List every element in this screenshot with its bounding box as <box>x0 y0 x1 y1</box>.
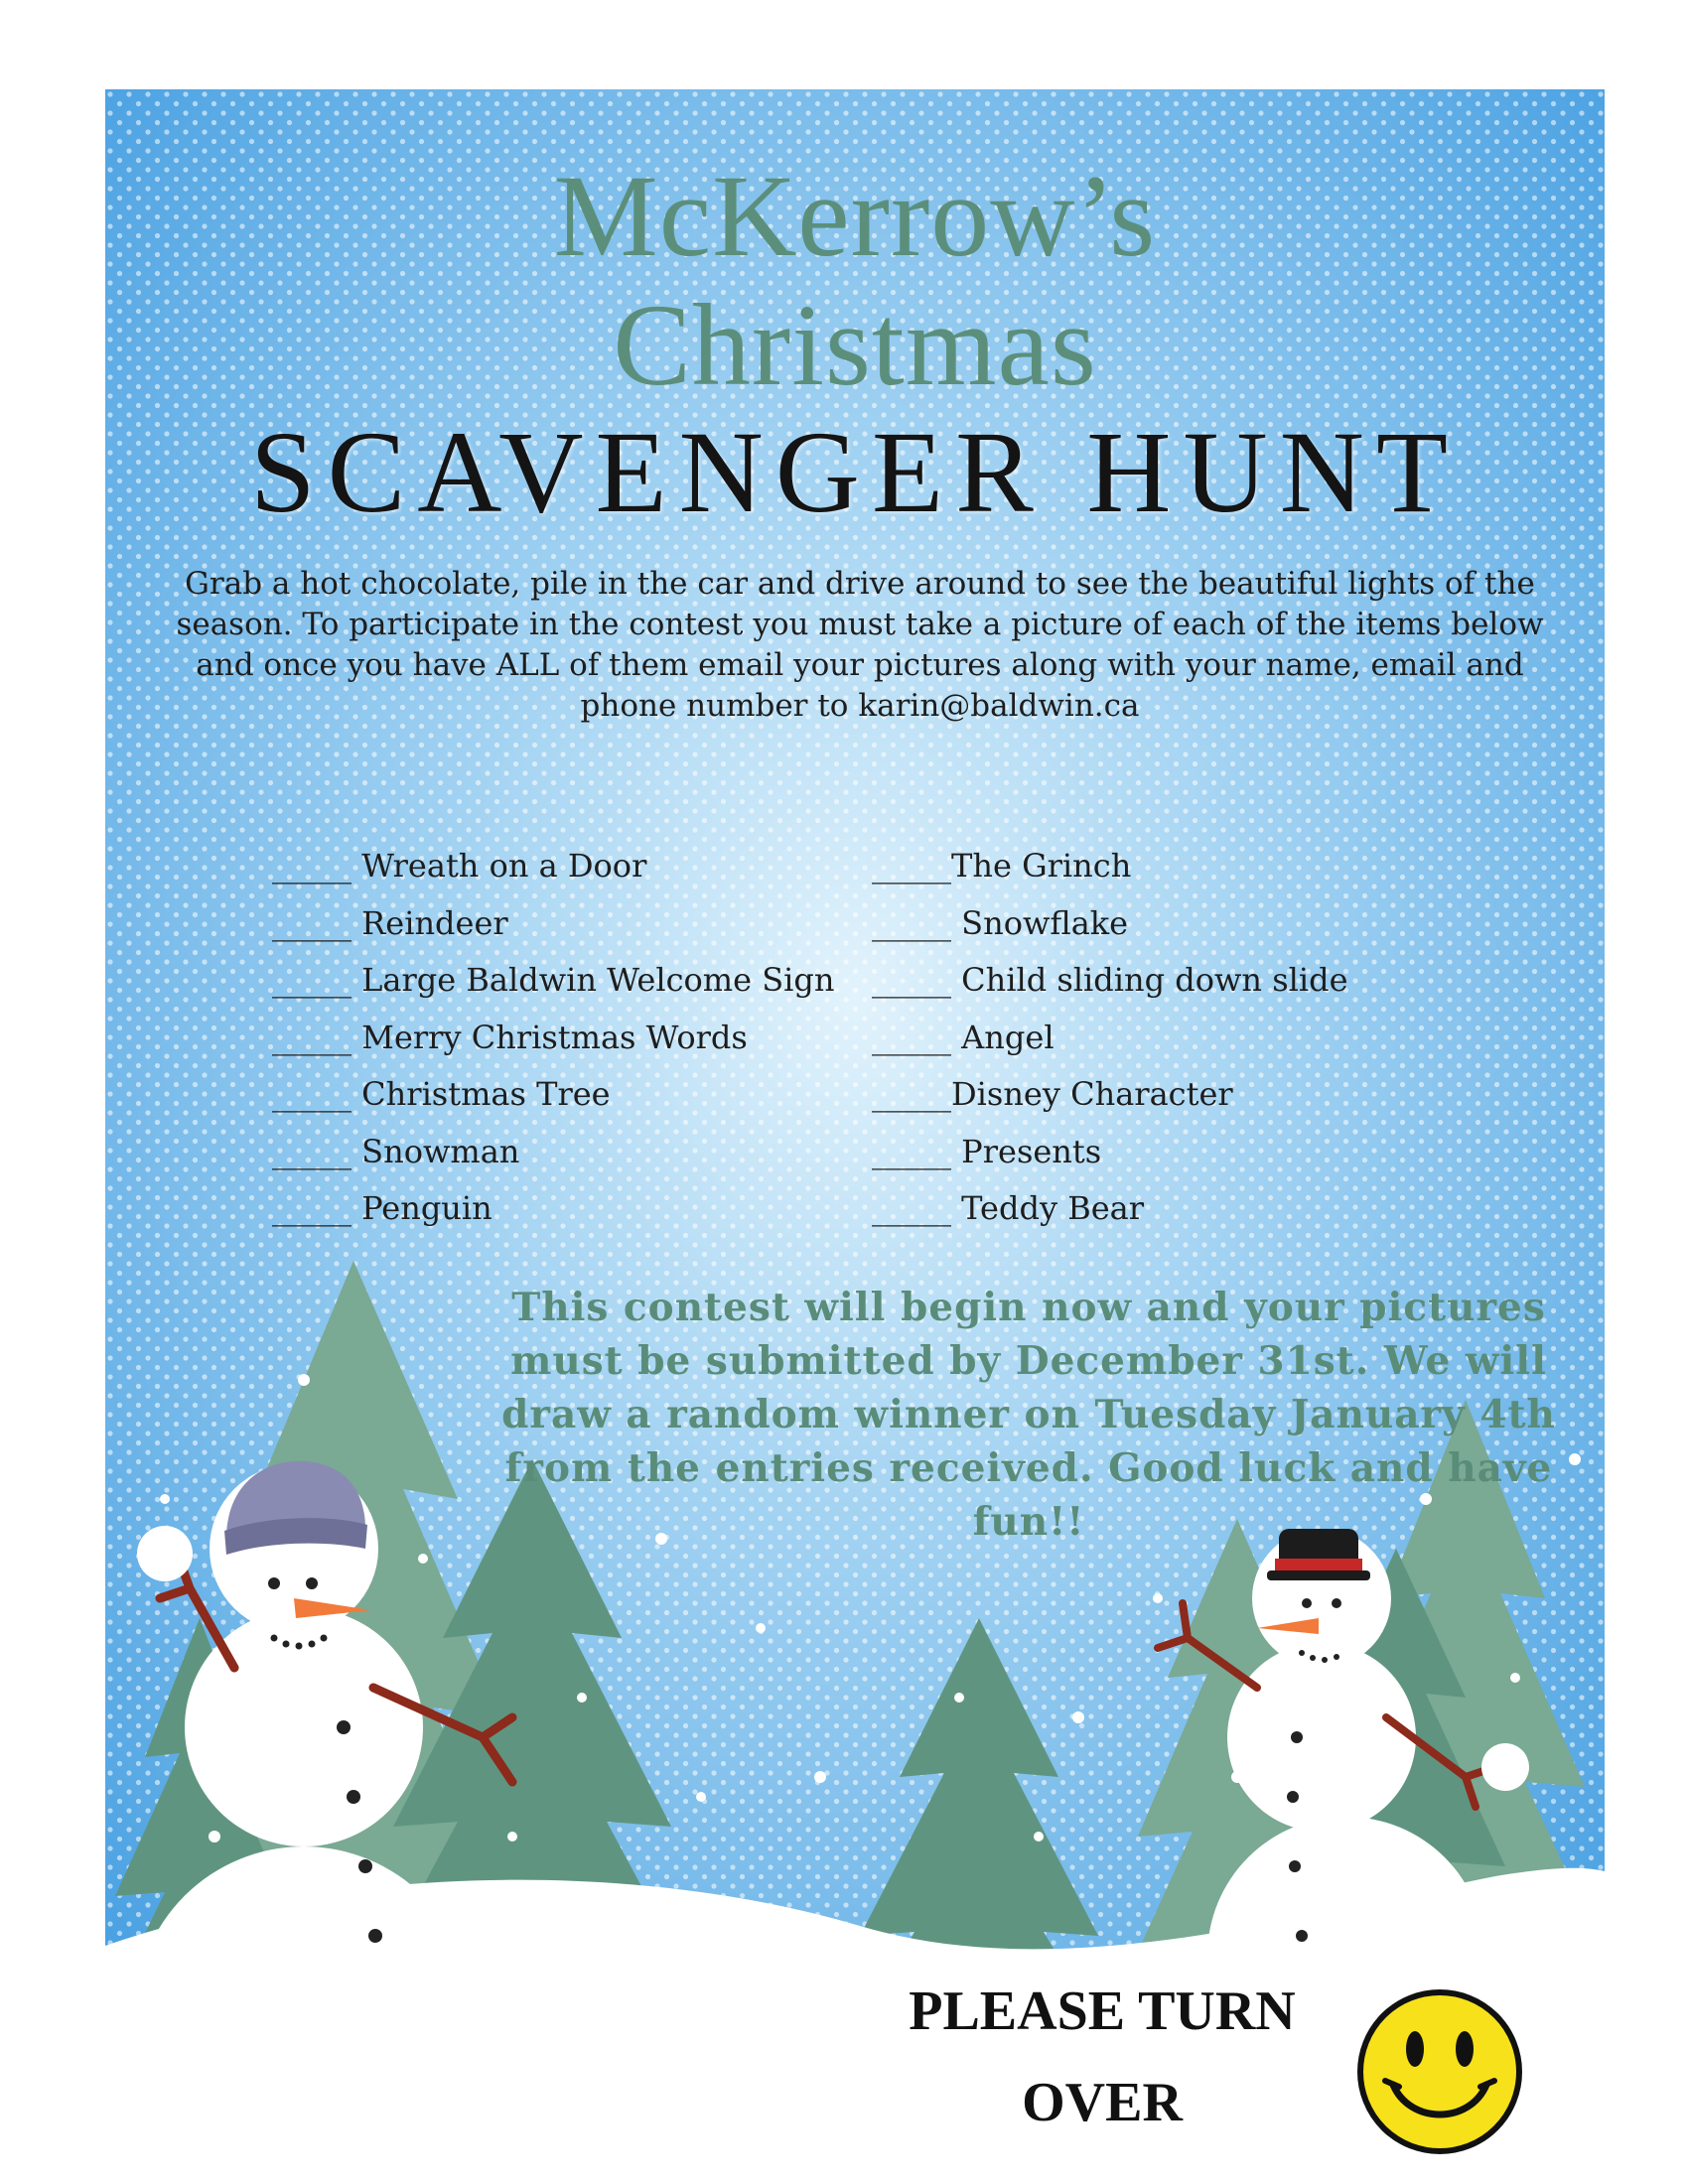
please-turn-over <box>874 1966 1331 2148</box>
title-mckerrows: McKerrow’s <box>553 151 1157 281</box>
checklist-item: _____ Child sliding down slide <box>872 961 1348 999</box>
poster <box>105 89 1605 2015</box>
intro-paragraph: Grab a hot chocolate, pile in the car and drive around to see the beautiful lights of the season. To participate in the contest you must take a picture of each of the items below and once you have ALL of them email your pictures along with your name, email and phone number to karin@baldwin.ca <box>176 566 1544 724</box>
checklist-item: _____Disney Character <box>872 1075 1233 1113</box>
checklist-item: _____ Teddy Bear <box>872 1189 1145 1227</box>
checklist-item: _____The Grinch <box>872 847 1132 885</box>
smiley-face-icon <box>1355 1987 1524 2156</box>
title-christmas: Christmas <box>613 280 1097 410</box>
contest-details: This contest will begin now and your pictures must be submitted by December 31st. We will draw a random winner on Tuesday January 4th from the entries received. Good luck and have fun!! <box>501 1285 1556 1545</box>
checklist-item: _____ Wreath on a Door <box>272 847 647 885</box>
checklist-item: _____ Presents <box>872 1132 1102 1170</box>
checklist-item: _____ Christmas Tree <box>272 1075 611 1113</box>
checklist-item: _____ Angel <box>872 1018 1055 1056</box>
turn-over-line-2: OVER <box>1022 2072 1183 2133</box>
checklist-item: _____ Large Baldwin Welcome Sign <box>272 961 835 999</box>
turn-over-line-1: PLEASE TURN <box>909 1980 1296 2042</box>
checklist-left <box>272 838 868 1238</box>
title-scavenger-hunt: SCAVENGER HUNT <box>249 407 1461 537</box>
checklist-item: _____ Reindeer <box>272 903 508 942</box>
checklist-item: _____ Penguin <box>272 1189 492 1227</box>
checklist-item: _____ Snowman <box>272 1132 520 1170</box>
checklist-item: _____ Snowflake <box>872 903 1129 942</box>
checklist-item: _____ Merry Christmas Words <box>272 1018 748 1056</box>
checklist-right <box>872 838 1468 1238</box>
